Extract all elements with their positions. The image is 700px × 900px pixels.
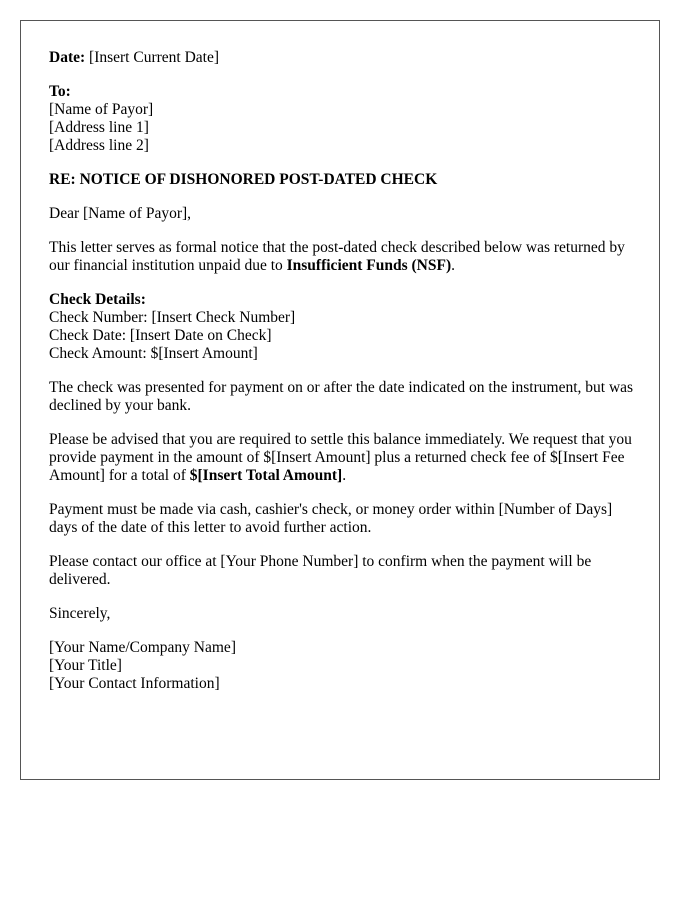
- recipient-label: To:: [49, 83, 71, 100]
- check-details-heading: Check Details:: [49, 291, 146, 308]
- letter-page: [20, 20, 660, 780]
- check-amount: Check Amount: $[Insert Amount]: [49, 345, 258, 362]
- intro-end: .: [451, 257, 455, 274]
- settle-end: .: [342, 467, 347, 484]
- check-details-block: [49, 291, 639, 363]
- settle-paragraph: [49, 431, 639, 485]
- recipient-address-line-2: [Address line 2]: [49, 137, 149, 154]
- check-date: Check Date: [Insert Date on Check]: [49, 327, 272, 344]
- letter-body: [49, 49, 639, 709]
- settle-text: Please be advised that you are required to settle this balance immediately. We request that you provide payment in the amount of $[Insert Amount] plus a returned check fee of $[Insert Fee Amount] for a total of: [49, 431, 632, 484]
- intro-paragraph: [49, 239, 639, 275]
- closing: Sincerely,: [49, 605, 111, 622]
- date-label: Date:: [49, 49, 86, 66]
- date-line: [49, 49, 639, 67]
- signature-block: [49, 639, 639, 693]
- signature-contact: [Your Contact Information]: [49, 675, 220, 692]
- salutation: Dear [Name of Payor],: [49, 205, 192, 222]
- presented-paragraph: The check was presented for payment on or after the date indicated on the instrument, but was declined by your bank.: [49, 379, 634, 414]
- intro-text: This letter serves as formal notice that the post-dated check described below was returned by our financial institution unpaid due to: [49, 239, 625, 274]
- signature-name: [Your Name/Company Name]: [49, 639, 236, 656]
- subject-line: [49, 171, 639, 189]
- total-amount: $[Insert Total Amount]: [189, 467, 343, 484]
- signature-title: [Your Title]: [49, 657, 122, 674]
- payment-terms-paragraph: Payment must be made via cash, cashier's check, or money order within [Number of Days] days of the date of this letter to avoid further action.: [49, 501, 613, 536]
- contact-paragraph: Please contact our office at [Your Phone Number] to confirm when the payment will be delivered.: [49, 553, 592, 588]
- subject-text: RE: NOTICE OF DISHONORED POST-DATED CHECK: [49, 171, 438, 188]
- nsf-reason: Insufficient Funds (NSF): [286, 257, 452, 274]
- recipient-name: [Name of Payor]: [49, 101, 154, 118]
- recipient-block: [49, 83, 639, 155]
- check-number: Check Number: [Insert Check Number]: [49, 309, 296, 326]
- date-value: [Insert Current Date]: [89, 49, 220, 66]
- recipient-address-line-1: [Address line 1]: [49, 119, 149, 136]
